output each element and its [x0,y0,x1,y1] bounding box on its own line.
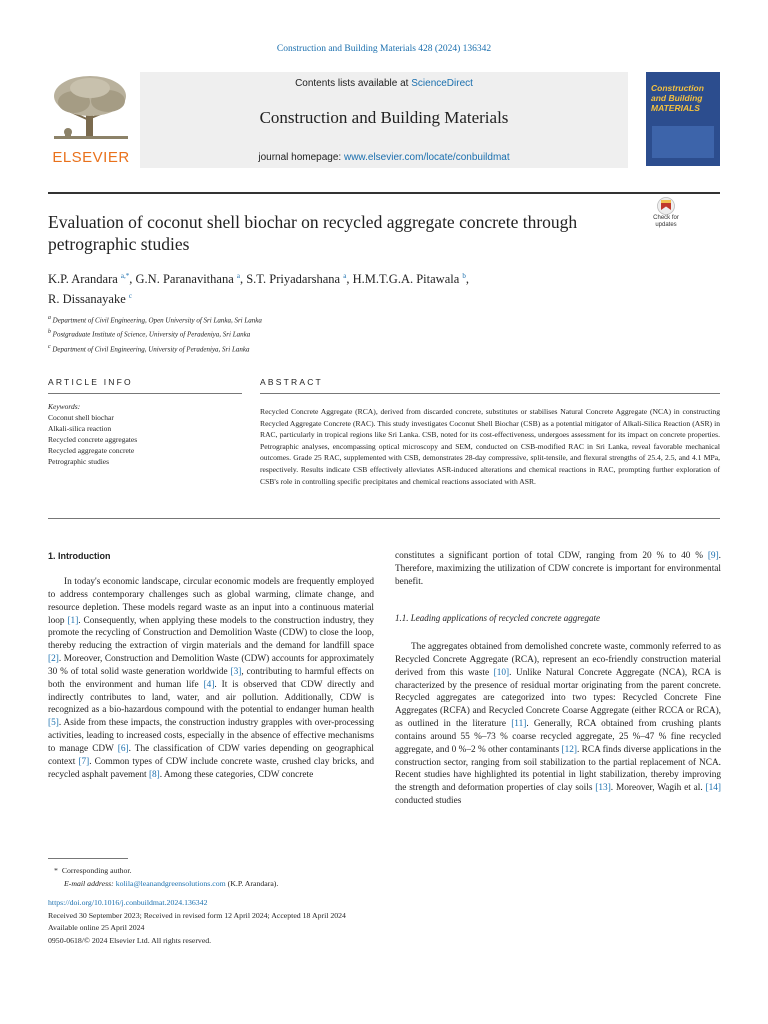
left-column [48,576,374,782]
elsevier-logo[interactable] [48,74,134,166]
citation-link[interactable]: [12] [561,744,577,755]
citation-link[interactable]: [1] [67,615,79,626]
affiliation-text: Department of Civil Engineering, University of Peradeniya, Sri Lanka [52,344,250,353]
check-updates-icon [645,197,687,215]
doi-text[interactable]: https://doi.org/10.1016/j.conbuildmat.2024.136342 [48,898,208,907]
abstract-bottom-rule [48,518,720,519]
keyword: Petrographic studies [48,457,110,466]
corresponding-author-note [54,865,132,878]
author-separator: , [239,272,247,287]
affiliations [48,312,708,355]
citation-link[interactable]: [2] [48,654,59,665]
check-updates-label-1: Check for [653,215,679,221]
asterisk-mark: * [54,866,58,875]
email-label: E-mail address: [64,879,116,888]
journal-name[interactable]: Construction and Building Materials [259,108,509,127]
author[interactable] [353,272,466,286]
citation-link[interactable]: [9] [707,551,719,561]
affiliation-text: Postgraduate Institute of Science, University of Peradeniya, Sri Lanka [52,330,251,339]
homepage-link[interactable]: www.elsevier.com/locate/conbuildmat [343,152,510,163]
citation-link[interactable]: [5] [48,718,59,729]
journal-homepage [140,152,628,163]
author[interactable] [246,272,346,286]
author-affil-mark[interactable]: a [236,272,240,280]
right-column [395,550,721,589]
affiliation-a [48,312,708,326]
doi-link[interactable] [48,897,207,910]
introduction-heading: 1. Introduction [48,551,111,561]
citation-link[interactable]: [11] [511,719,527,730]
author-name: H.M.T.G.A. Pitawala [352,272,460,287]
citation-link[interactable]: [7] [78,756,90,767]
email-note [64,878,278,891]
author[interactable] [48,292,132,306]
article-info-heading: ARTICLE INFO [48,377,133,387]
elsevier-tree-icon [48,74,134,146]
cover-line-2: and Building [651,93,703,103]
author-affil-mark[interactable]: a,* [120,272,130,280]
check-for-updates-badge[interactable] [645,197,687,231]
keyword-list [48,412,137,467]
email-link[interactable]: kolila@leanandgreensolutions.com [115,879,226,888]
affiliation-mark: c [48,343,51,350]
article-title: Evaluation of coconut shell biochar on recycled aggregate concrete through petrographic studies [48,212,578,254]
citation-link[interactable]: [13] [595,783,611,794]
author-name: K.P. Arandara [48,272,118,287]
author[interactable] [48,272,129,286]
affiliation-c [48,341,708,355]
author-name: S.T. Priyadarshana [246,272,341,287]
author-name: R. Dissanayake [48,292,126,307]
header-divider [48,192,720,194]
author-name: G.N. Paranavithana [135,272,234,287]
contents-prefix: Contents lists available at [295,78,412,89]
author-separator: , [346,272,353,287]
right-column-lower [395,641,721,808]
author-list [48,268,708,308]
citation-link[interactable]: [4] [203,679,215,690]
contents-line [140,78,628,89]
citation-link[interactable]: [14] [705,783,722,794]
homepage-prefix: journal homepage: [258,152,344,163]
received-dates: Received 30 September 2023; Received in revised form 12 April 2024; Accepted 18 April 2024 [48,911,346,920]
author-affil-mark[interactable]: a [343,272,347,280]
affiliation-b [48,326,708,340]
intro-paragraph: In today's economic landscape, circular economic models are frequently employed to address contemporary challenges such as global warming, climate change, and resource depletion. These models regard waste as an input into a continuous material loop [1]. Consequently, when applying these models to the construction industry, they promote the recycling of Construction and Demolition Waste (CDW) to close the loop, thereby reducing the extraction of virgin materials and the demand for landfill space [2]. Moreover, Construction and Demolition Waste (CDW) accounts for approximately 30 % of total solid waste generation worldwide [3], contributing to harmful effects on both the environment and human life [4]. It is observed that CDW directly and indirectly contributes to land, water, and air pollution. Additionally, CDW is recognized as a bio-hazardous compound with the potential to endanger human health [5]. Aside from these impacts, the construction industry grapples with over-processing activities, leading to increased costs, especially in the absence of effective mechanisms to manage CDW [6]. The classification of CDW varies depending on geographical context [7]. Common types of CDW include concrete waste, crushed clay bricks, and recycled asphalt pavement [8]. Among these categories, CDW concrete [48,577,374,780]
citation-link[interactable]: [8] [148,769,160,780]
journal-reference[interactable]: Construction and Building Materials 428 (2024) 136342 [276,44,492,54]
affiliation-mark: b [48,329,51,336]
email-suffix: (K.P. Arandara). [225,879,279,888]
cover-line-1: Construction [651,83,704,93]
citation-link[interactable]: [3] [230,666,242,677]
elsevier-wordmark: ELSEVIER [52,149,130,166]
keyword: Recycled concrete aggregates [48,435,138,444]
intro-paragraph-continued: constitutes a significant portion of total CDW, ranging from 20 % to 40 % [9]. Therefore, maximizing the utilization of CDW concrete is important for environmental benefit. [395,551,721,587]
subsection-heading: 1.1. Leading applications of recycled concrete aggregate [395,613,600,623]
author-separator: , [465,272,470,287]
author-affil-mark[interactable]: b [462,272,466,280]
copyright: 0950-0618/© 2024 Elsevier Ltd. All rights reserved. [48,936,212,945]
keyword: Recycled aggregate concrete [48,446,135,455]
check-updates-label-2: updates [655,221,677,228]
rca-paragraph: The aggregates obtained from demolished concrete waste, commonly referred to as Recycled Concrete Aggregate (RCA), represent an eco-friendly construction material derived from this waste [10]. Unlike Natural Concrete Aggregate (NCA), RCA is characterized by the presence of residual mortar originating from the parent concrete. Recycled aggregates are categorized into two types: Recycled Concrete Fine Aggregates (RCFA) and Recycled Concrete Coarse Aggregate (either RCCA or RCA), as outlined in the literature [11]. Generally, RCA obtained from crushing plants contains around 55 %–73 % coarse recycled aggregate, 25 %–47 % fine recycled aggregate, and 0 %–2 % other contaminants [12]. RCA finds diverse applications in the construction sector, ranging from soil stabilization to the partial replacement of NCA. Recent studies have highlighted its potential in light stabilization, thereby improving the strength and deformation properties of clay soils [13]. Moreover, Wagih et al. [14] conducted studies [395,642,722,807]
sciencedirect-link[interactable]: ScienceDirect [411,78,473,89]
keywords-label: Keywords: [48,402,81,411]
cover-art [652,126,714,158]
article-info-rule [48,393,242,394]
available-online: Available online 25 April 2024 [48,923,145,932]
keyword: Coconut shell biochar [48,413,114,422]
citation-link[interactable]: [10] [493,667,510,678]
corresponding-text: Corresponding author. [61,866,132,875]
author-separator: , [129,272,136,287]
abstract-text: Recycled Concrete Aggregate (RCA), derived from discarded concrete, substitutes or stabilises Natural Concrete Aggregate (NCA) in constructing Recycled Aggregate Concrete (RAC). This study investigates Coconut Shell Biochar (CSB) as a potential mitigator of Alkali-Silica Reaction (ASR) in RAC, particularly in tropical regions like Sri Lanka. CSB, noted for its cost-effectiveness, undergoes assessment for its impact on concrete properties. Petrographic analyses, encompassing optical microscopy and SEM, conducted on CSB-modified RAC in Sri Lanka, reveal favorable mechanical outcomes. Grade 25 RAC, supplemented with CSB, demonstrates 28-day compressive, split-tensile, and flexural strengths of 25.4, 2.5, and 4.1 MPa, respectively. Results indicate CSB effectively alleviates ASR-induced alterations and chemical reactions in RAC, prompting further exploration of CSB's role in controlling specific precipitates and chemical reactions associated with ASR. [260,407,720,486]
citation-link[interactable]: [6] [117,743,129,754]
journal-cover-thumbnail[interactable] [646,72,720,166]
cover-line-3: MATERIALS [651,103,700,113]
footnote-rule [48,858,128,859]
keyword: Alkali-silica reaction [48,424,112,433]
abstract-heading: ABSTRACT [260,377,323,387]
abstract-rule [260,393,720,394]
affiliation-mark: a [48,315,51,321]
author[interactable] [136,272,240,286]
author-affil-mark[interactable]: c [128,292,132,301]
affiliation-text: Department of Civil Engineering, Open University of Sri Lanka, Sri Lanka [52,316,262,325]
